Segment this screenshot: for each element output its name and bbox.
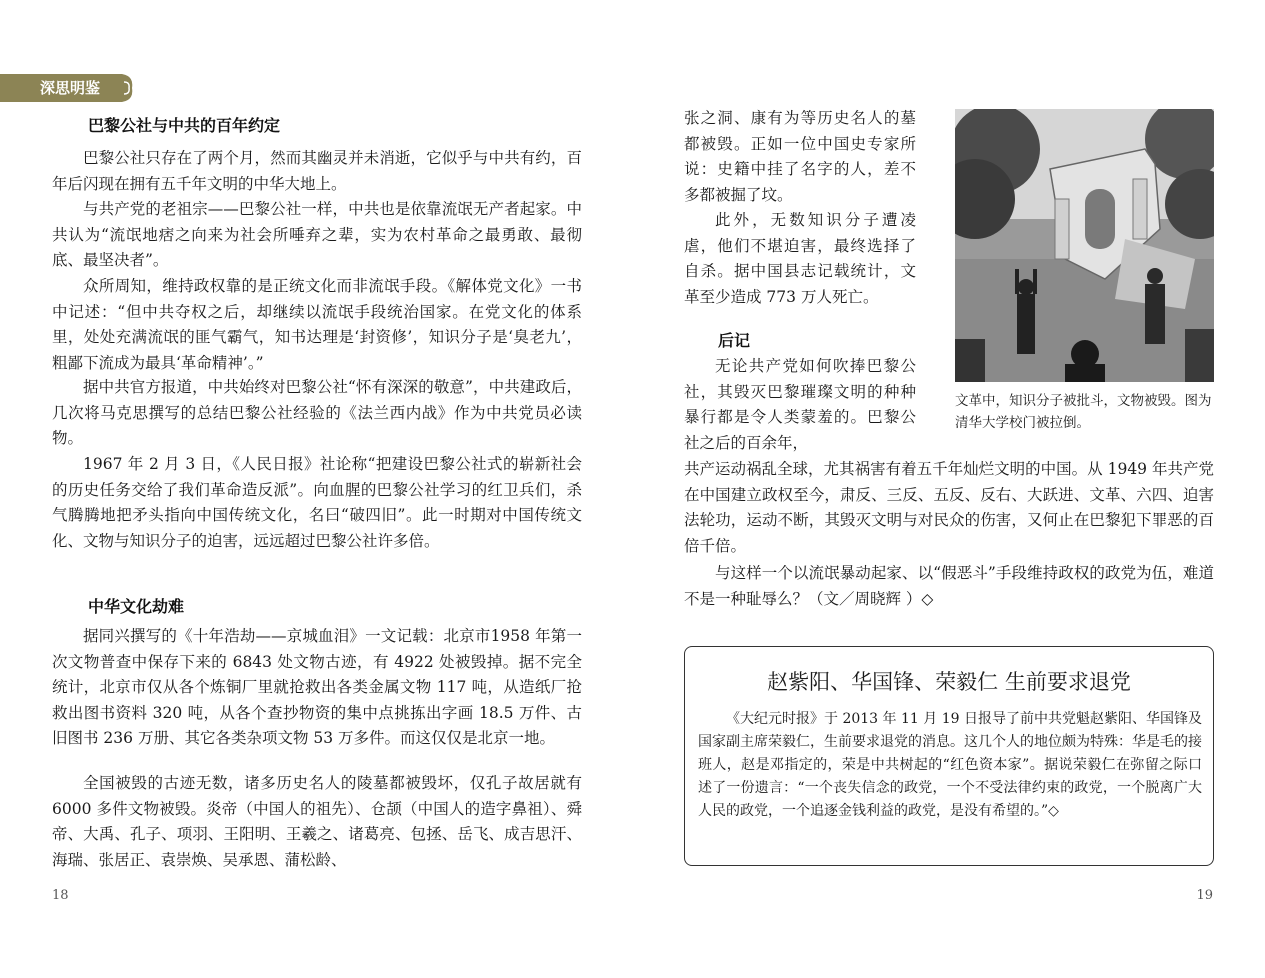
left-paragraph-3: 众所周知，维持政权靠的是正统文化而非流氓手段。《解体党文化》一书中记述：“但中共夺权之后，却继续以流氓手段统治国家。在党文化的体系里，处处充满流氓的匪气霸气，知书达理是‘封资修’，知识分子是‘臭老九’，粗鄙下流成为最具‘革命精神’。”	[52, 277, 582, 372]
left-paragraph-7: 全国被毁的古迹无数，诸多历史名人的陵墓都被毁坏，仅孔子故居就有 6000 多件文物被毁。炎帝（中国人的祖先）、仓颉（中国人的造字鼻祖）、舜帝、大禹、孔子、项羽、王阳明、王羲之、诸葛亮、包拯、岳飞、成吉思汗、海瑞、张居正、袁崇焕、吴承恩、蒲松龄、	[52, 774, 582, 869]
tsinghua-gate-photo	[955, 109, 1214, 382]
left-paragraph-4: 据中共官方报道，中共始终对巴黎公社“怀有深深的敬意”，中共建政后，几次将马克思撰写的总结巴黎公社经验的《法兰西内战》作为中共党员必读物。	[52, 378, 582, 448]
photo-caption: 文革中，知识分子被批斗，文物被毁。图为清华大学校门被拉倒。	[955, 393, 1212, 431]
right-paragraph-1: 张之洞、康有为等历史名人的墓都被毁。正如一位中国史专家所说：史籍中挂了名字的人，差不多都被掘了坟。	[684, 109, 916, 204]
left-paragraph-5: 1967 年 2 月 3 日，《人民日报》社论称“把建设巴黎公社式的崭新社会的历史任务交给了我们革命造反派”。向血腥的巴黎公社学习的红卫兵们，杀气腾腾地把矛头指向中国传统文化，名曰“破四旧”。此一时期对中国传统文化、文物与知识分子的迫害，远远超过巴黎公社许多倍。	[52, 455, 582, 550]
news-box-title: 赵紫阳、华国锋、荣毅仁 生前要求退党	[767, 670, 1131, 694]
section-tab: 深思明鉴	[0, 74, 112, 102]
left-paragraph-1: 巴黎公社只存在了两个月，然而其幽灵并未消逝，它似乎与中共有约，百年后闪现在拥有五千年文明的中华大地上。	[52, 149, 582, 193]
right-paragraph-3: 无论共产党如何吹捧巴黎公社，其毁灭巴黎璀璨文明的种种暴行都是令人类蒙羞的。巴黎公社之后的百余年，	[684, 357, 916, 452]
heading-afterword: 后记	[718, 331, 751, 350]
page-number-right: 19	[1196, 888, 1213, 903]
news-box-text: 《大纪元时报》于 2013 年 11 月 19 日报导了前中共党魁赵紫阳、华国锋及国家副主席荣毅仁，生前要求退党的消息。这几个人的地位颇为特殊：华是毛的接班人，赵是邓指定的，荣是中共树起的“红色资本家”。据说荣毅仁在弥留之际口述了一份遗言：“一个丧失信念的政党，一个不受法律约束的政党，一个脱离广大人民的政党，一个追逐金钱利益的政党，是没有希望的。”◇	[698, 711, 1202, 819]
left-paragraph-2: 与共产党的老祖宗——巴黎公社一样，中共也是依靠流氓无产者起家。中共认为“流氓地痞之向来为社会所唾弃之辈，实为农村革命之最勇敢、最彻底、最坚决者”。	[52, 200, 582, 270]
tab-ornament-icon	[112, 74, 138, 102]
right-paragraph-4: 与这样一个以流氓暴动起家、以“假恶斗”手段维持政权的政党为伍，难道不是一种耻辱么？（文／周晓辉 ）◇	[684, 564, 1214, 608]
heading-paris-commune: 巴黎公社与中共的百年约定	[88, 116, 281, 135]
heading-culture-catastrophe: 中华文化劫难	[88, 597, 185, 616]
left-paragraph-6: 据同兴撰写的《十年浩劫——京城血泪》一文记载：北京市1958 年第一次文物普查中保存下来的 6843 处文物古迹，有 4922 处被毁掉。据不完全统计，北京市仅从各个炼铜厂里就抢救出各类金属文物 117 吨，从造纸厂抢救出图书资料 320 吨，从各个查抄物资的集中点挑拣出字画 18.5 万件、古旧图书 236 万册、其它各类杂项文物 53 万多件。而这仅仅是北京一地。	[52, 627, 582, 748]
page-number-left: 18	[52, 888, 69, 903]
right-paragraph-3-continued: 共产运动祸乱全球，尤其祸害有着五千年灿烂文明的中国。从 1949 年共产党在中国建立政权至今，肃反、三反、五反、反右、大跃进、文革、六四、迫害法轮功，运动不断，其毁灭文明与对民众的伤害，又何止在巴黎犯下罪恶的百倍千倍。	[684, 460, 1214, 555]
right-paragraph-2: 此外，无数知识分子遭凌虐，他们不堪迫害，最终选择了自杀。据中国县志记载统计，文革至少造成 773 万人死亡。	[684, 211, 916, 306]
